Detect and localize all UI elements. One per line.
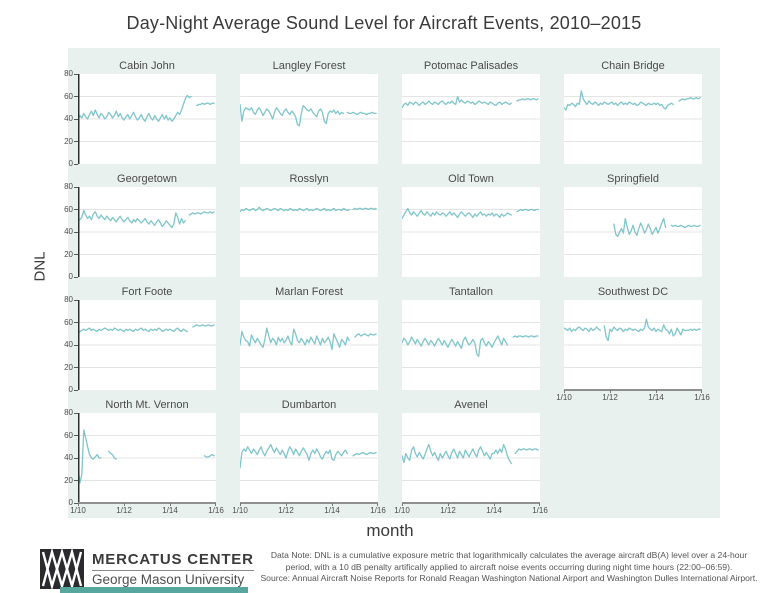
y-tick-label: 80 bbox=[64, 69, 73, 78]
y-tick-label: 20 bbox=[64, 136, 73, 146]
x-tick-mark bbox=[124, 503, 125, 506]
x-tick-mark bbox=[78, 503, 79, 506]
y-tick-label: 20 bbox=[64, 249, 73, 259]
panel-old-town bbox=[402, 173, 540, 286]
footer bbox=[0, 546, 768, 593]
y-tick-mark bbox=[74, 390, 78, 391]
x-tick-label: 1/10 bbox=[232, 506, 248, 515]
panel-title: Cabin John bbox=[119, 60, 175, 72]
panel-plot bbox=[240, 300, 378, 390]
y-tick-mark bbox=[74, 96, 78, 97]
panel-title: Old Town bbox=[448, 173, 494, 185]
y-tick-mark bbox=[74, 413, 78, 414]
panel-chart bbox=[78, 187, 216, 277]
x-axis-line bbox=[78, 502, 216, 504]
y-tick-mark bbox=[74, 187, 78, 188]
data-note-line: Data Note: DNL is a cumulative exposure metric that logarithmically calculates the average aircraft dB(A) level over a 24-hour bbox=[270, 550, 748, 560]
panel-plot bbox=[402, 74, 540, 164]
panel-chart bbox=[402, 300, 540, 390]
panel-plot bbox=[64, 408, 224, 515]
x-tick-label: 1/12 bbox=[116, 506, 132, 515]
panel-chart bbox=[564, 187, 702, 277]
y-tick-mark bbox=[74, 300, 78, 301]
y-tick-mark bbox=[74, 322, 78, 323]
x-tick-label: 1/12 bbox=[440, 506, 456, 515]
y-tick-mark bbox=[74, 232, 78, 233]
y-tick-label: 60 bbox=[64, 204, 73, 214]
y-tick-label: 60 bbox=[64, 430, 73, 440]
panel-title: Marlan Forest bbox=[275, 286, 343, 298]
panel-plot bbox=[394, 413, 548, 515]
panel-chart bbox=[402, 413, 540, 503]
panel-title: Chain Bridge bbox=[601, 60, 665, 72]
panel-tantallon bbox=[402, 286, 540, 399]
panel-title: Fort Foote bbox=[121, 286, 173, 298]
panel-potomac-palisades bbox=[402, 60, 540, 173]
panel-plot bbox=[64, 295, 216, 394]
y-tick-mark bbox=[74, 164, 78, 165]
x-tick-mark bbox=[701, 390, 702, 393]
y-tick-label: 80 bbox=[64, 182, 73, 191]
panel-title: Avenel bbox=[454, 399, 488, 411]
y-tick-mark bbox=[74, 345, 78, 346]
y-tick-mark bbox=[74, 277, 78, 278]
y-tick-mark bbox=[74, 74, 78, 75]
y-tick-mark bbox=[74, 141, 78, 142]
y-tick-label: 80 bbox=[64, 295, 73, 304]
x-tick-mark bbox=[494, 503, 495, 506]
x-tick-mark bbox=[610, 390, 611, 393]
logo-subtitle: George Mason University bbox=[92, 572, 245, 587]
panel-marlan-forest bbox=[240, 286, 378, 399]
panel-plot bbox=[232, 413, 386, 515]
x-tick-label: 1/14 bbox=[162, 506, 178, 515]
x-tick-mark bbox=[377, 503, 378, 506]
x-tick-label: 1/14 bbox=[648, 393, 664, 402]
panel-plot bbox=[564, 187, 702, 277]
panels-grid bbox=[64, 60, 710, 515]
y-tick-label: 80 bbox=[64, 408, 73, 417]
x-tick-label: 1/14 bbox=[324, 506, 340, 515]
panel-title: Tantallon bbox=[448, 286, 494, 298]
panel-chart bbox=[240, 413, 378, 503]
panel-plot bbox=[402, 300, 540, 390]
x-tick-label: 1/16 bbox=[532, 506, 548, 515]
panel-plot bbox=[556, 300, 710, 402]
x-axis-line bbox=[564, 389, 702, 391]
y-axis-label: DNL bbox=[31, 251, 49, 282]
x-tick-label: 1/10 bbox=[556, 393, 572, 402]
panel-chart bbox=[78, 300, 216, 390]
panel-cabin-john bbox=[64, 60, 216, 173]
x-tick-label: 1/16 bbox=[694, 393, 710, 402]
panel-chart bbox=[78, 74, 216, 164]
panel-georgetown bbox=[64, 173, 216, 286]
x-tick-label: 1/16 bbox=[370, 506, 386, 515]
data-note-line: Source: Annual Aircraft Noise Reports for Ronald Reagan Washington National Airport and Washington Dulles International Airport. bbox=[260, 573, 758, 584]
panel-title: North Mt. Vernon bbox=[105, 399, 189, 411]
y-tick-label: 0 bbox=[68, 498, 73, 507]
panel-title: Georgetown bbox=[117, 173, 177, 185]
x-axis-label: month bbox=[366, 521, 414, 540]
x-tick-mark bbox=[170, 503, 171, 506]
x-tick-label: 1/10 bbox=[70, 506, 86, 515]
x-axis-line bbox=[240, 502, 378, 504]
x-tick-label: 1/10 bbox=[394, 506, 410, 515]
panel-plot bbox=[564, 74, 702, 164]
mercatus-logo bbox=[40, 549, 254, 589]
x-tick-label: 1/16 bbox=[208, 506, 224, 515]
footer-accent-bar bbox=[60, 587, 248, 593]
x-tick-mark bbox=[402, 503, 403, 506]
x-tick-mark bbox=[448, 503, 449, 506]
panel-chart bbox=[78, 413, 216, 503]
y-tick-label: 40 bbox=[64, 114, 73, 123]
y-tick-label: 40 bbox=[64, 227, 73, 236]
chart-title: Day-Night Average Sound Level for Aircraft Events, 2010–2015 bbox=[126, 13, 642, 33]
panel-chart bbox=[240, 300, 378, 390]
y-tick-mark bbox=[74, 209, 78, 210]
panel-north-mt-vernon bbox=[64, 399, 224, 515]
panel-plot bbox=[64, 69, 216, 168]
x-tick-mark bbox=[240, 503, 241, 506]
panel-chart bbox=[240, 74, 378, 164]
y-tick-mark bbox=[74, 458, 78, 459]
panel-chart bbox=[564, 300, 702, 390]
x-tick-mark bbox=[539, 503, 540, 506]
panel-plot bbox=[240, 187, 378, 277]
panel-avenel bbox=[394, 399, 548, 515]
y-tick-mark bbox=[74, 367, 78, 368]
x-tick-mark bbox=[564, 390, 565, 393]
panel-title: Southwest DC bbox=[597, 286, 669, 298]
y-tick-label: 0 bbox=[68, 159, 73, 168]
y-tick-mark bbox=[74, 254, 78, 255]
panel-chain-bridge bbox=[564, 60, 702, 173]
x-tick-mark bbox=[332, 503, 333, 506]
x-tick-label: 1/12 bbox=[278, 506, 294, 515]
panel-langley-forest bbox=[240, 60, 378, 173]
x-axis-line bbox=[402, 502, 540, 504]
logo-name: MERCATUS CENTER bbox=[92, 551, 254, 571]
panel-chart bbox=[240, 187, 378, 277]
y-tick-mark bbox=[74, 480, 78, 481]
x-tick-mark bbox=[286, 503, 287, 506]
panel-chart bbox=[564, 74, 702, 164]
mercatus-logo-icon bbox=[40, 549, 84, 589]
y-tick-label: 40 bbox=[64, 340, 73, 349]
y-tick-label: 0 bbox=[68, 272, 73, 281]
x-tick-label: 1/14 bbox=[486, 506, 502, 515]
panel-plot bbox=[240, 74, 378, 164]
panel-rosslyn bbox=[240, 173, 378, 286]
y-tick-mark bbox=[74, 435, 78, 436]
logo-text bbox=[92, 551, 254, 587]
panel-chart bbox=[402, 187, 540, 277]
panel-title: Potomac Palisades bbox=[423, 60, 519, 72]
panel-fort-foote bbox=[64, 286, 216, 399]
y-tick-label: 60 bbox=[64, 91, 73, 101]
panel-title: Springfield bbox=[607, 173, 659, 185]
x-tick-label: 1/12 bbox=[602, 393, 618, 402]
y-tick-label: 20 bbox=[64, 475, 73, 485]
y-tick-label: 40 bbox=[64, 453, 73, 462]
data-note bbox=[255, 550, 763, 585]
panel-springfield bbox=[564, 173, 702, 286]
y-tick-label: 0 bbox=[68, 385, 73, 394]
panel-title: Dumbarton bbox=[281, 399, 337, 411]
panel-title: Langley Forest bbox=[272, 60, 346, 72]
data-note-line: period, with a 10 dB penalty artifically applied to aircraft noise events occurring during night time hours (22:00–06:59). bbox=[285, 561, 733, 572]
y-tick-label: 20 bbox=[64, 362, 73, 372]
panel-southwest-dc bbox=[556, 286, 710, 402]
x-tick-mark bbox=[215, 503, 216, 506]
panel-plot bbox=[64, 182, 216, 281]
panel-title: Rosslyn bbox=[289, 173, 329, 185]
panel-plot bbox=[402, 187, 540, 277]
x-tick-mark bbox=[656, 390, 657, 393]
y-tick-mark bbox=[74, 119, 78, 120]
y-tick-label: 60 bbox=[64, 317, 73, 327]
panel-dumbarton bbox=[232, 399, 386, 515]
panel-chart bbox=[402, 74, 540, 164]
